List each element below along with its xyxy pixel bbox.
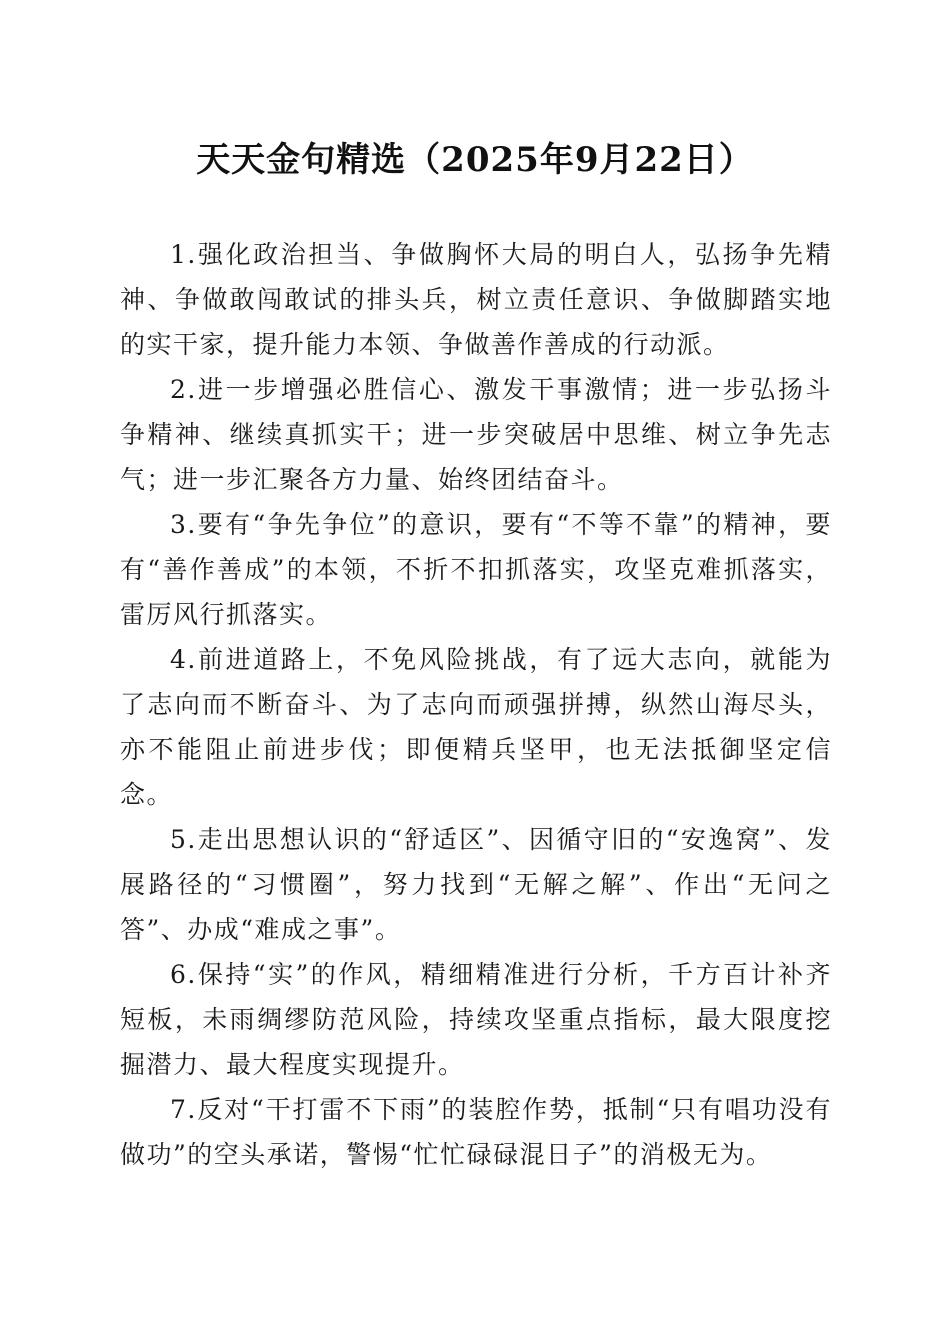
quote-paragraph-4: 4.前进道路上，不免风险挑战，有了远大志向，就能为了志向而不断奋斗、为了志向而顽强拼搏，纵然山海尽头，亦不能阻止前进步伐；即便精兵坚甲，也无法抵御坚定信念。 (120, 645, 832, 809)
quote-paragraph-5: 5.走出思想认识的“舒适区”、因循守旧的“安逸窝”、发展路径的“习惯圈”，努力找到“无解之解”、作出“无问之答”、办成“难成之事”。 (120, 825, 832, 944)
quote-paragraph-3: 3.要有“争先争位”的意识，要有“不等不靠”的精神，要有“善作善成”的本领，不折不扣抓落实，攻坚克难抓落实，雷厉风行抓落实。 (120, 510, 832, 629)
document-title: 天天金句精选（2025年9月22日） (196, 140, 754, 180)
quote-paragraph-2: 2.进一步增强必胜信心、激发干事激情；进一步弘扬斗争精神、继续真抓实干；进一步突破居中思维、树立争先志气；进一步汇聚各方力量、始终团结奋斗。 (120, 375, 832, 494)
document-body (120, 232, 832, 1177)
quote-paragraph-6: 6.保持“实”的作风，精细精准进行分析，千方百计补齐短板，未雨绸缪防范风险，持续攻坚重点指标，最大限度挖掘潜力、最大程度实现提升。 (120, 960, 832, 1079)
quote-paragraph-1: 1.强化政治担当、争做胸怀大局的明白人，弘扬争先精神、争做敢闯敢试的排头兵，树立责任意识、争做脚踏实地的实干家，提升能力本领、争做善作善成的行动派。 (120, 240, 832, 359)
quote-paragraph-7: 7.反对“干打雷不下雨”的装腔作势，抵制“只有唱功没有做功”的空头承诺，警惕“忙忙碌碌混日子”的消极无为。 (120, 1095, 832, 1169)
